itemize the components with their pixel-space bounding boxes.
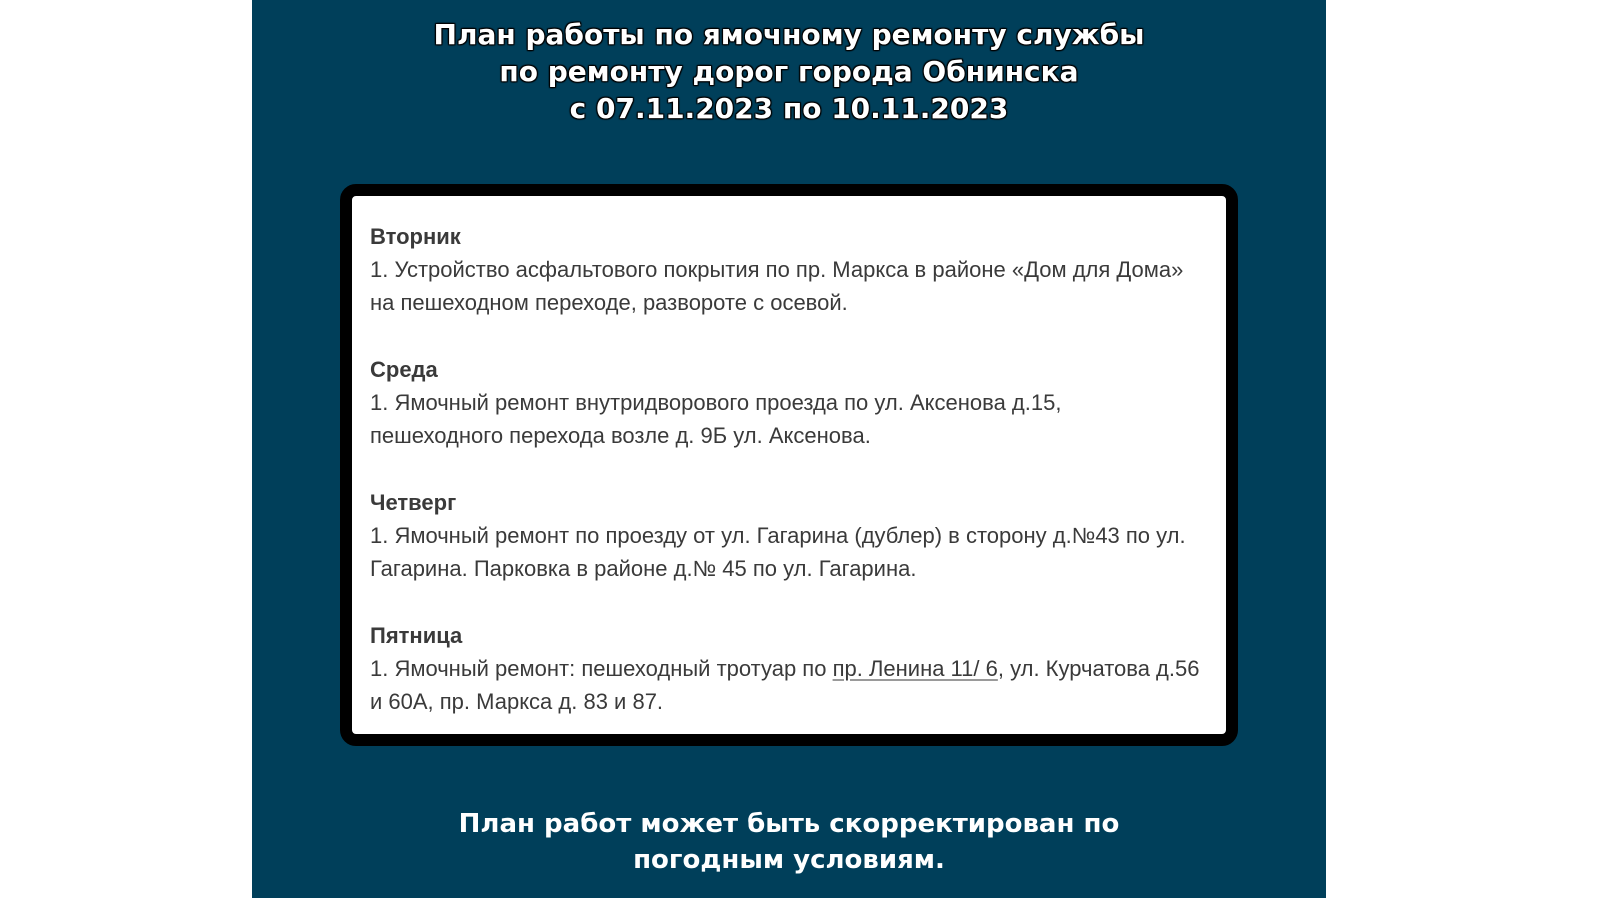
title-line-2: по ремонту дорог города Обнинска (499, 55, 1079, 88)
day-heading: Вторник (370, 224, 461, 249)
task-item-text-end: , ул. Курчатова д.56 и 60А, пр. Маркса д. 83 и 87. (370, 656, 1200, 714)
day-heading: Среда (370, 357, 438, 382)
task-item: 1. Ямочный ремонт внутридворового проезда по ул. Аксенова д.15, пешеходного перехода возле д. 9Б ул. Аксенова. (370, 390, 1062, 448)
title-line-3: с 07.11.2023 по 10.11.2023 (569, 92, 1009, 125)
task-item-text-start: 1. Ямочный ремонт: пешеходный тротуар по (370, 656, 833, 681)
schedule-section-tuesday (370, 220, 1200, 319)
page-title (252, 16, 1326, 127)
blue-panel (252, 0, 1326, 898)
title-line-1: План работы по ямочному ремонту службы (433, 18, 1145, 51)
task-item: 1. Ямочный ремонт по проезду от ул. Гагарина (дублер) в сторону д.№43 по ул. Гагарина. Парковка в районе д.№ 45 по ул. Гагарина. (370, 523, 1186, 581)
day-heading: Четверг (370, 490, 457, 515)
footer-note (252, 806, 1326, 878)
task-item: 1. Устройство асфальтового покрытия по пр. Маркса в районе «Дом для Дома» на пешеходном переходе, развороте с осевой. (370, 257, 1184, 315)
schedule-section-thursday (370, 486, 1200, 585)
schedule-card (340, 184, 1238, 746)
schedule-list (370, 220, 1200, 752)
address-link[interactable]: пр. Ленина 11/ 6 (832, 656, 998, 681)
day-heading: Пятница (370, 623, 463, 648)
schedule-section-friday (370, 619, 1200, 718)
footer-line-2: погодным условиям. (633, 845, 945, 875)
task-item (370, 652, 1200, 718)
footer-line-1: План работ может быть скорректирован по (458, 809, 1120, 839)
schedule-section-wednesday (370, 353, 1200, 452)
